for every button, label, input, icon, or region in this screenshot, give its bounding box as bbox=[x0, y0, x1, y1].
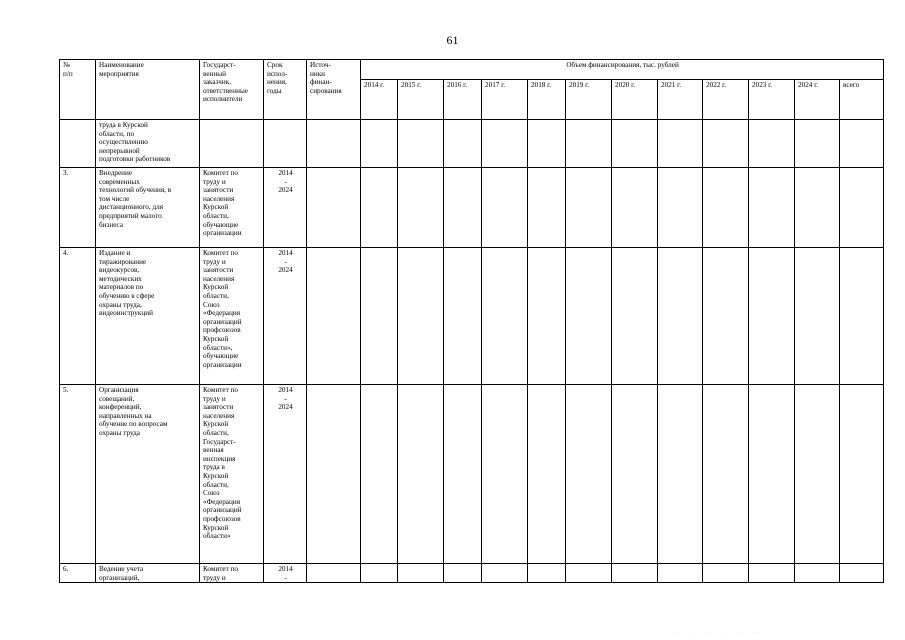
row-customer: Комитет по труду и bbox=[200, 564, 264, 583]
row-funding-cell bbox=[482, 120, 528, 168]
row-term: 2014 - 2024 bbox=[264, 168, 307, 248]
row-funding-cell bbox=[482, 564, 528, 583]
row-source bbox=[307, 120, 361, 168]
header-year: 2017 г. bbox=[482, 80, 528, 120]
row-num: 3. bbox=[60, 168, 96, 248]
row-funding-cell bbox=[361, 564, 398, 583]
row-funding-cell bbox=[703, 168, 749, 248]
funding-plan-table bbox=[59, 59, 884, 583]
row-funding-cell bbox=[658, 168, 703, 248]
row-name: Внедрение современных технологий обучения, в том числе дистанционного, для предприятий малого бизнеса bbox=[96, 168, 200, 248]
row-name: труда в Курской области, по осуществлению непрерывной подготовки работников bbox=[96, 120, 200, 168]
row-source bbox=[307, 385, 361, 564]
row-customer: Комитет по труду и занятости населения Курской области, обучающие организации bbox=[200, 168, 264, 248]
row-name: Ведение учета организаций, bbox=[96, 564, 200, 583]
row-funding-cell bbox=[361, 248, 398, 385]
row-funding-cell bbox=[398, 120, 444, 168]
row-funding-cell bbox=[658, 248, 703, 385]
row-funding-cell bbox=[749, 248, 795, 385]
row-funding-cell bbox=[612, 564, 658, 583]
row-funding-cell bbox=[658, 385, 703, 564]
row-funding-cell bbox=[795, 385, 840, 564]
row-funding-cell bbox=[703, 248, 749, 385]
header-year: 2021 г. bbox=[658, 80, 703, 120]
row-name: Издание и тиражирование видеокурсов, методических материалов по обучению в сфере охраны труда, видеоинструкций bbox=[96, 248, 200, 385]
row-source bbox=[307, 248, 361, 385]
row-total-cell bbox=[840, 385, 884, 564]
row-num bbox=[60, 120, 96, 168]
row-funding-cell bbox=[482, 168, 528, 248]
row-funding-cell bbox=[528, 168, 566, 248]
row-funding-cell bbox=[703, 385, 749, 564]
table-row bbox=[60, 120, 884, 168]
header-year: 2024 г. bbox=[795, 80, 840, 120]
row-funding-cell bbox=[612, 168, 658, 248]
row-funding-cell bbox=[658, 120, 703, 168]
row-customer bbox=[200, 120, 264, 168]
row-funding-cell bbox=[444, 564, 482, 583]
header-year: 2016 г. bbox=[444, 80, 482, 120]
header-name: Наименование мероприятия bbox=[96, 60, 200, 120]
row-funding-cell bbox=[482, 248, 528, 385]
row-funding-cell bbox=[566, 564, 612, 583]
row-funding-cell bbox=[482, 385, 528, 564]
row-funding-cell bbox=[398, 385, 444, 564]
row-funding-cell bbox=[361, 168, 398, 248]
row-funding-cell bbox=[528, 248, 566, 385]
scan-noise: · · · · · · bbox=[676, 630, 762, 636]
row-funding-cell bbox=[444, 385, 482, 564]
row-total-cell bbox=[840, 168, 884, 248]
row-funding-cell bbox=[749, 385, 795, 564]
row-funding-cell bbox=[528, 564, 566, 583]
row-funding-cell bbox=[749, 168, 795, 248]
row-num: 6. bbox=[60, 564, 96, 583]
row-total-cell bbox=[840, 248, 884, 385]
header-funding-title: Объем финансирования, тыс. рублей bbox=[361, 60, 884, 80]
header-year: 2020 г. bbox=[612, 80, 658, 120]
row-funding-cell bbox=[566, 168, 612, 248]
row-total-cell bbox=[840, 120, 884, 168]
row-funding-cell bbox=[528, 120, 566, 168]
header-customer: Государст- венный заказчик, ответственные исполнители bbox=[200, 60, 264, 120]
header-term: Срок испол- нения, годы bbox=[264, 60, 307, 120]
header-year: 2023 г. bbox=[749, 80, 795, 120]
row-funding-cell bbox=[795, 168, 840, 248]
header-row bbox=[60, 60, 884, 80]
row-total-cell bbox=[840, 564, 884, 583]
row-funding-cell bbox=[361, 120, 398, 168]
table-row bbox=[60, 168, 884, 248]
row-funding-cell bbox=[398, 564, 444, 583]
row-num: 4. bbox=[60, 248, 96, 385]
row-funding-cell bbox=[749, 564, 795, 583]
header-total: всего bbox=[840, 80, 884, 120]
header-num: № п/п bbox=[60, 60, 96, 120]
table-row bbox=[60, 564, 884, 583]
row-funding-cell bbox=[612, 248, 658, 385]
row-funding-cell bbox=[361, 385, 398, 564]
header-year: 2015 г. bbox=[398, 80, 444, 120]
header-source: Источ- ники финан- сирования bbox=[307, 60, 361, 120]
row-funding-cell bbox=[444, 168, 482, 248]
row-funding-cell bbox=[703, 564, 749, 583]
row-funding-cell bbox=[444, 120, 482, 168]
table-row bbox=[60, 385, 884, 564]
row-funding-cell bbox=[795, 564, 840, 583]
table-row bbox=[60, 248, 884, 385]
row-customer: Комитет по труду и занятости населения Курской области, Государст- венная инспекция труда в Курской области, Союз «Федерация организаций профсоюзов Курской области» bbox=[200, 385, 264, 564]
row-funding-cell bbox=[398, 168, 444, 248]
row-funding-cell bbox=[444, 248, 482, 385]
page-number: 61 bbox=[446, 33, 459, 47]
header-year: 2019 г. bbox=[566, 80, 612, 120]
row-name: Организация совещаний, конференций, направленных на обучение по вопросам охраны труда bbox=[96, 385, 200, 564]
row-term bbox=[264, 120, 307, 168]
row-funding-cell bbox=[612, 385, 658, 564]
row-source bbox=[307, 564, 361, 583]
header-year: 2014 г. bbox=[361, 80, 398, 120]
row-term: 2014 - 2024 bbox=[264, 248, 307, 385]
row-funding-cell bbox=[398, 248, 444, 385]
row-funding-cell bbox=[528, 385, 566, 564]
row-source bbox=[307, 168, 361, 248]
row-funding-cell bbox=[749, 120, 795, 168]
row-term: 2014 - 2024 bbox=[264, 385, 307, 564]
row-funding-cell bbox=[566, 120, 612, 168]
row-funding-cell bbox=[795, 120, 840, 168]
row-term: 2014 - bbox=[264, 564, 307, 583]
row-funding-cell bbox=[566, 385, 612, 564]
row-num: 5. bbox=[60, 385, 96, 564]
row-funding-cell bbox=[795, 248, 840, 385]
row-funding-cell bbox=[703, 120, 749, 168]
row-funding-cell bbox=[566, 248, 612, 385]
row-customer: Комитет по труду и занятости населения Курской области, Союз «Федерация организаций профсоюзов Курской области», обучающие организации bbox=[200, 248, 264, 385]
row-funding-cell bbox=[612, 120, 658, 168]
header-year: 2022 г. bbox=[703, 80, 749, 120]
row-funding-cell bbox=[658, 564, 703, 583]
header-year: 2018 г. bbox=[528, 80, 566, 120]
